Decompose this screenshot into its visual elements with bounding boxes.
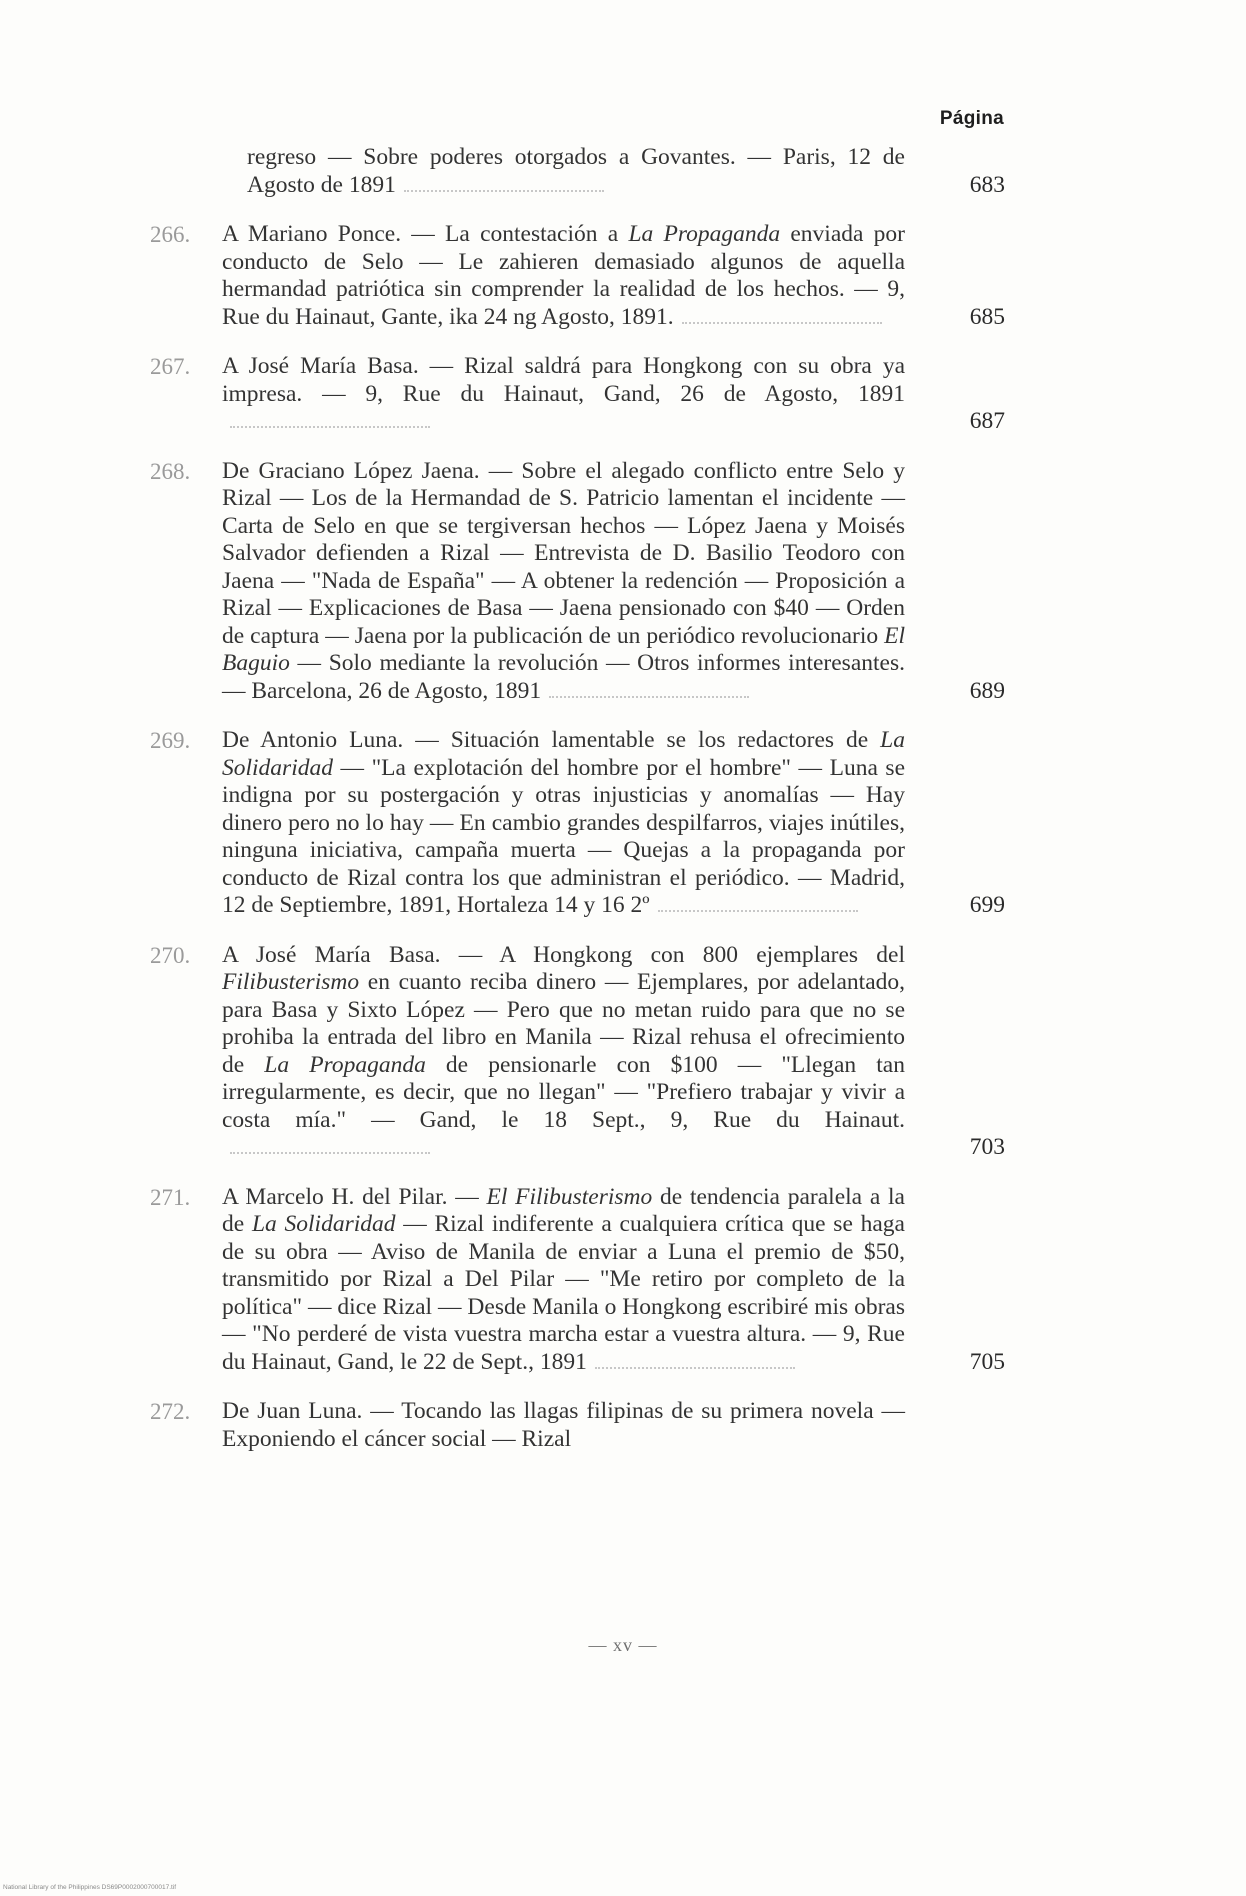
scan-imprint: National Library of the Philippines DS69P0002000700017.tif — [3, 1884, 177, 1891]
italic-title: El Filibusterismo — [486, 1183, 653, 1210]
dot-leader — [658, 898, 858, 912]
entry-text: — Rizal indiferente a cualquiera crítica que se haga de su obra — Aviso de Manila de enviar a Luna el premio de $50, transmitido por Rizal a Del Pilar — "Me retiro por completo de la política" — dice Rizal — Desde Manila o Hongkong escribiré mis obras — "No perderé de vista vuestra marcha estar a vuestra altura. — 9, Rue du Hainaut, Gand, le 22 de Sept., 1891 — [222, 1211, 905, 1375]
entry-description — [247, 144, 905, 199]
entry-text: A José María Basa. — Rizal saldrá para Hongkong con su obra ya impresa. — 9, Rue du Hainaut, Gand, 26 de Agosto, 1891 — [222, 353, 905, 407]
dot-leader — [404, 178, 604, 192]
entry-page-number: 689 — [969, 677, 1005, 704]
entry-text: — Solo mediante la revolución — Otros informes interesantes. — Barcelona, 26 de Agosto, 1891 — [222, 650, 905, 704]
entry-description — [222, 353, 905, 436]
table-of-contents — [150, 144, 1005, 1475]
italic-title: La Propaganda — [628, 221, 781, 247]
entry-text: — "La explotación del hombre por el hombre" — Luna se indigna por su postergación y otras injusticias y anomalías — Hay dinero pero no lo hay — En cambio grandes despilfarros, viajes inútiles, ninguna iniciativa, campaña muerta — Quejas a la propaganda por conducto de Rizal contra los que administran el periódico. — Madrid, 12 de Septiembre, 1891, Hortaleza 14 y 16 2º — [222, 754, 905, 918]
entry-text: A Mariano Ponce. — La contestación a — [222, 221, 629, 247]
entry-description — [222, 727, 905, 920]
entry-number: 268. — [150, 458, 191, 484]
entry-text: de tendencia paralela a la de — [222, 1183, 905, 1237]
entry-page-number: 683 — [969, 171, 1005, 198]
toc-entry — [150, 727, 1005, 920]
italic-title: La Solidaridad — [251, 1211, 396, 1237]
dot-leader — [595, 1355, 795, 1369]
entry-text: regreso — Sobre poderes otorgados a Govantes. — Paris, 12 de Agosto de 1891 — [247, 144, 905, 198]
entry-description — [222, 1184, 905, 1377]
entry-text: De Juan Luna. — Tocando las llagas filipinas de su primera novela — Exponiendo el cáncer social — Rizal — [222, 1398, 905, 1452]
toc-entry — [150, 221, 1005, 331]
entry-number: 271. — [150, 1184, 191, 1210]
entry-number: 266. — [150, 222, 191, 247]
entry-description — [222, 942, 905, 1162]
dot-leader — [549, 684, 749, 698]
entry-text: A José María Basa. — A Hongkong con 800 ejemplares del — [222, 941, 905, 968]
toc-entry — [150, 942, 1005, 1162]
entry-page-number: 687 — [969, 408, 1005, 434]
toc-entry — [150, 1184, 1005, 1377]
toc-entry — [150, 458, 1005, 706]
entry-text: De Graciano López Jaena. — Sobre el alegado conflicto entre Selo y Rizal — Los de la Hermandad de S. Patricio lamentan el incidente — Carta de Selo en que se tergiversan hechos — López Jaena y Moisés Salvador defienden a Rizal — Entrevista de D. Basilio Teodoro con Jaena — "Nada de España" — A obtener la redención — Proposición a Rizal — Explicaciones de Basa — Jaena pensionado con $40 — Orden de captura — Jaena por la publicación de un periódico revolucionario — [222, 457, 905, 649]
entry-page-number: 685 — [969, 303, 1005, 330]
entry-page-number: 705 — [969, 1348, 1005, 1375]
entry-text: en cuanto reciba dinero — Ejemplares, por adelantado, para Basa y Sixto López — Pero que no metan ruido para que no se prohiba la entrada del libro en Manila — Rizal rehusa el ofrecimiento de — [222, 969, 905, 1078]
page-folio: — xv — — [588, 1635, 658, 1655]
entry-description — [222, 458, 905, 706]
entry-number: 267. — [150, 354, 191, 379]
dot-leader — [230, 414, 430, 428]
page-column-header: Página — [939, 108, 1004, 129]
entry-text: de pensionarle con $100 — "Llegan tan irregularmente, es decir, que no llegan" — "Prefiero trabajar y vivir a costa mía." — Gand, le 18 Sept., 9, Rue du Hainaut. — [222, 1051, 905, 1133]
entry-number: 270. — [150, 942, 191, 968]
entry-description — [222, 1398, 905, 1453]
dot-leader — [682, 310, 882, 324]
toc-entry — [150, 1398, 1005, 1453]
entry-text: A Marcelo H. del Pilar. — — [222, 1183, 487, 1210]
entry-description — [222, 221, 905, 331]
toc-entry — [150, 144, 1005, 199]
italic-title: El Baguio — [222, 622, 905, 676]
italic-title: La Solidaridad — [222, 727, 905, 781]
entry-text: De Antonio Luna. — Situación lamentable se los redactores de — [222, 727, 881, 753]
entry-number: 269. — [150, 728, 191, 753]
entry-page-number: 703 — [969, 1134, 1005, 1160]
entry-page-number: 699 — [969, 892, 1005, 918]
entry-text: enviada por conducto de Selo — Le zahieren demasiado algunos de aquella hermandad patriótica sin comprender la realidad de los hechos. — 9, Rue du Hainaut, Gante, ika 24 ng Agosto, 1891. — [222, 221, 905, 330]
entry-number: 272. — [150, 1399, 191, 1424]
italic-title: La Propaganda — [264, 1051, 426, 1078]
toc-entry — [150, 353, 1005, 436]
dot-leader — [230, 1140, 430, 1154]
italic-title: Filibusterismo — [222, 969, 360, 995]
